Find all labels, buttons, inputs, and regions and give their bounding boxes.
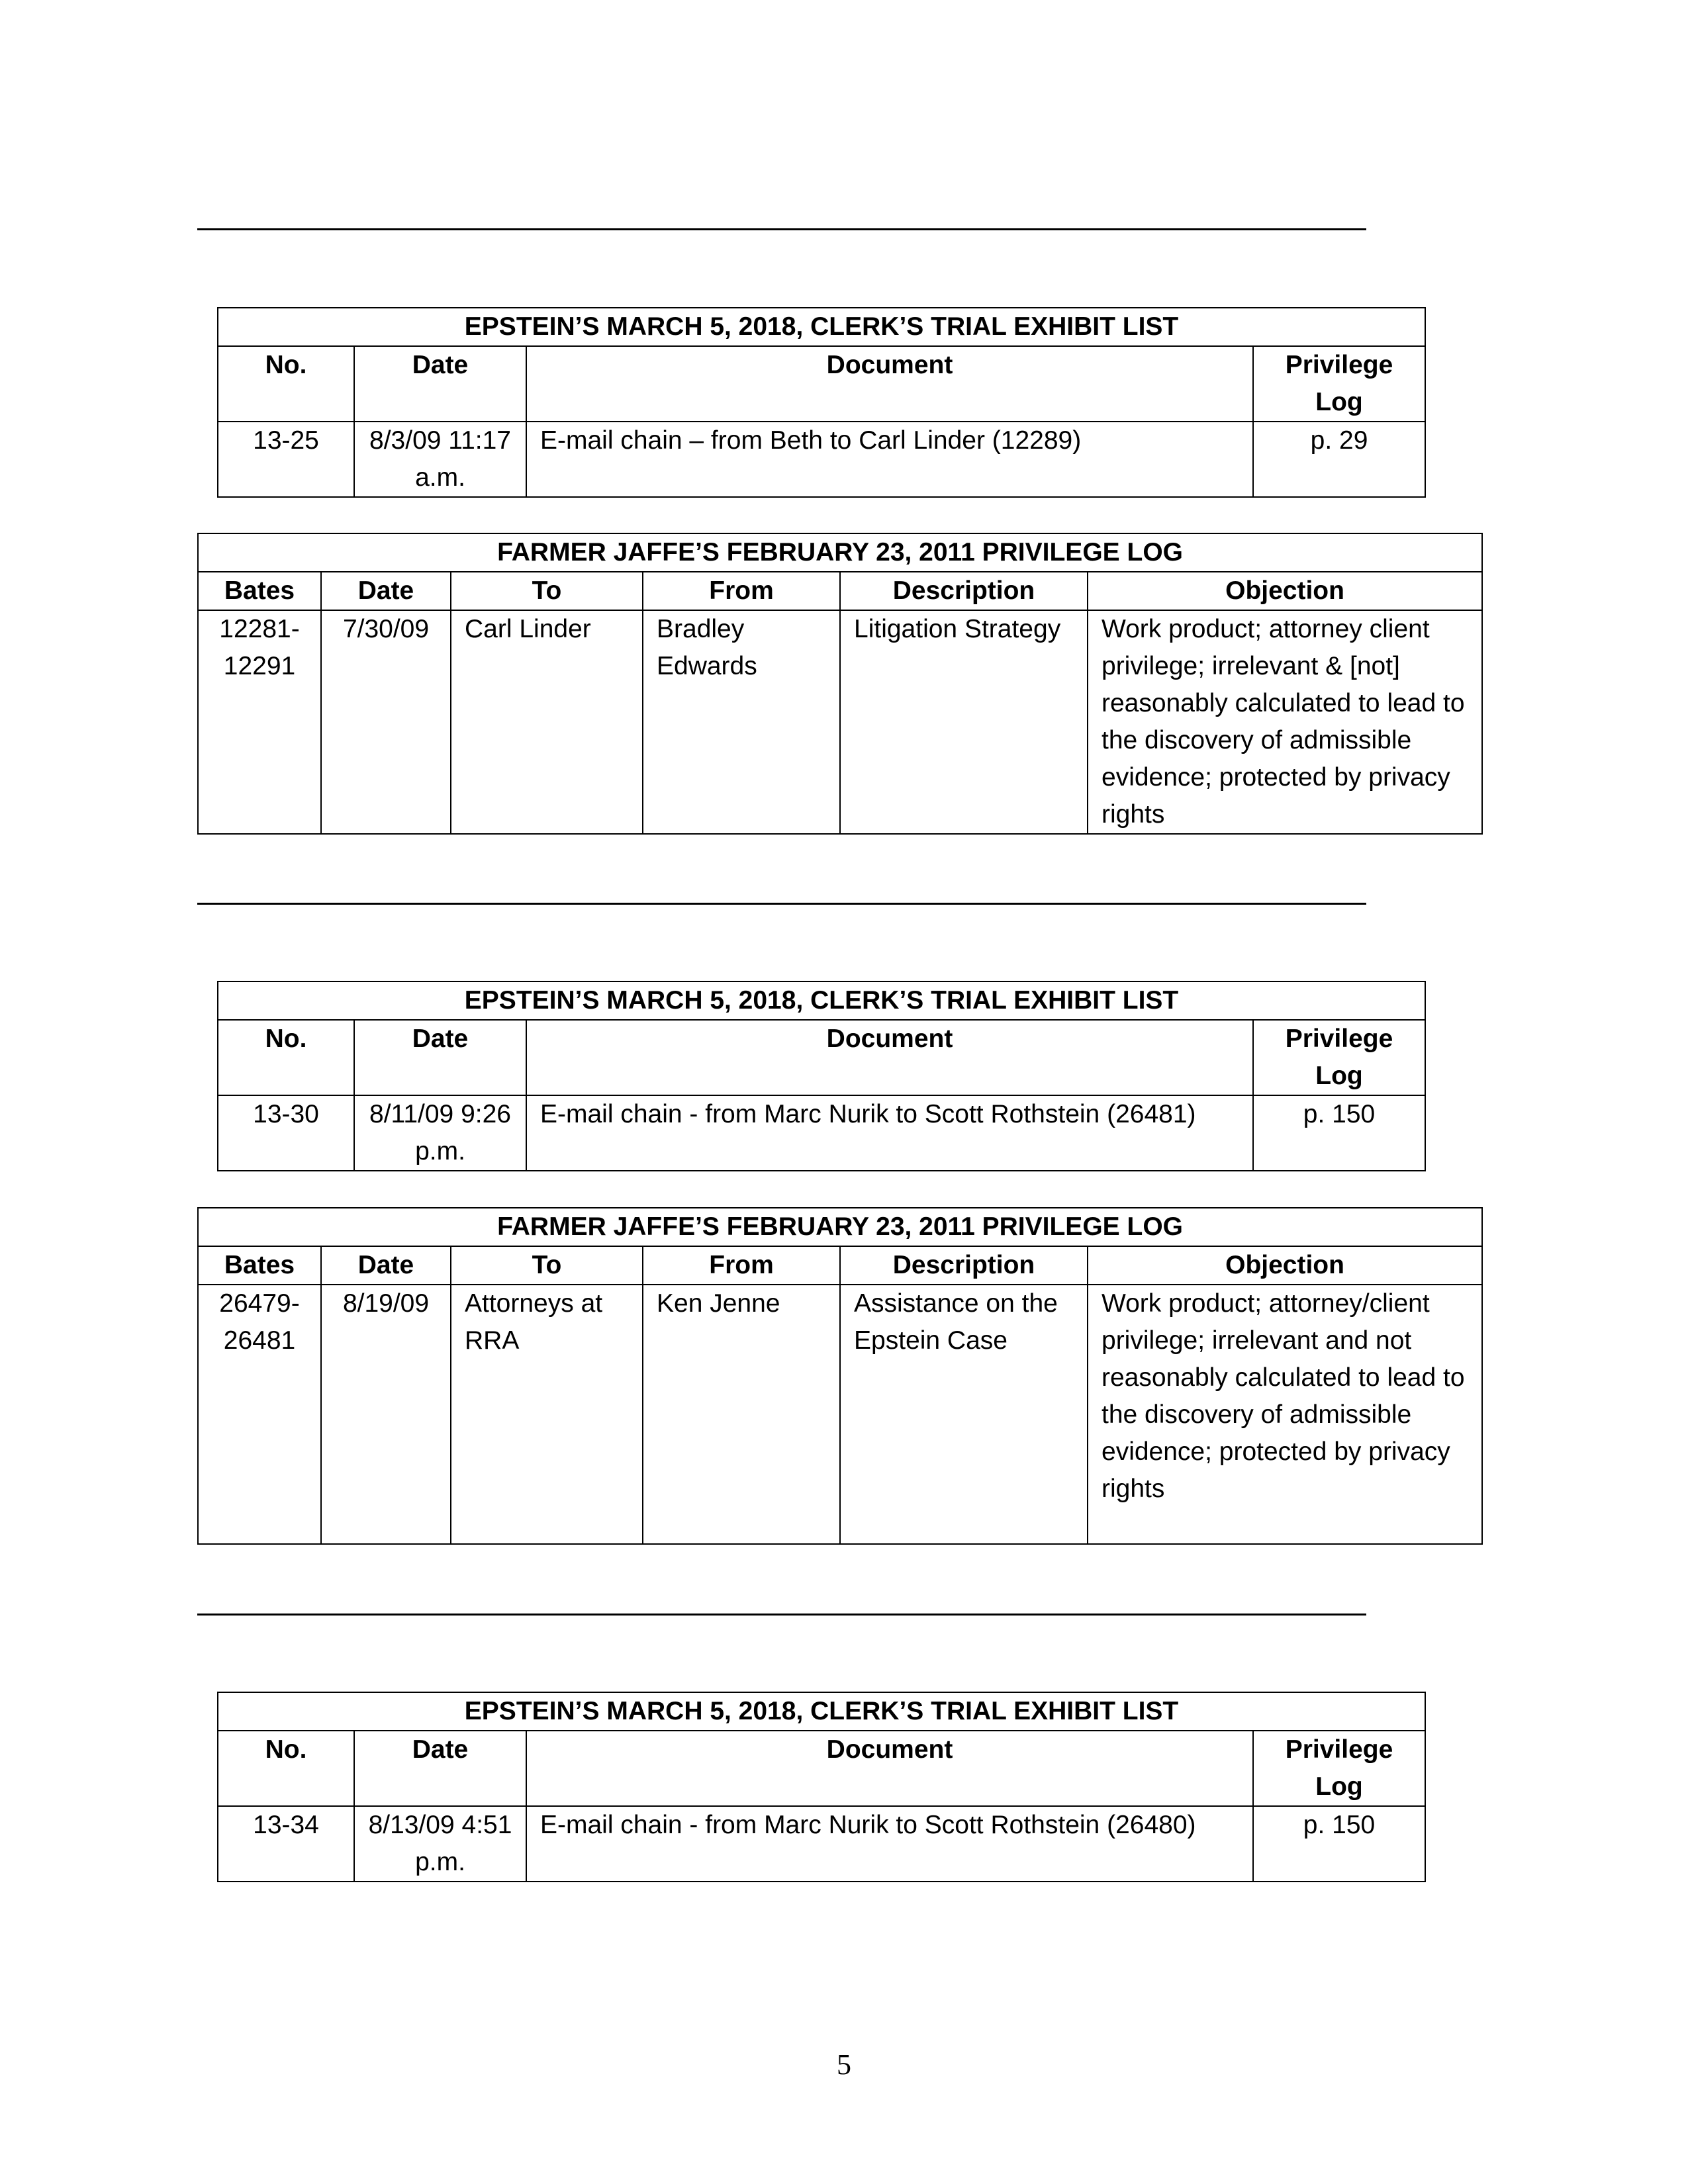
page-number: 5 [837, 2048, 851, 2081]
section-divider [197, 228, 1366, 230]
exhibit-no: 13-25 [218, 422, 354, 497]
col-header-document: Document [526, 1020, 1253, 1095]
table-row [198, 610, 1482, 834]
log-description: Assistance on the Epstein Case [840, 1285, 1088, 1544]
log-from: Bradley Edwards [643, 610, 840, 834]
col-header-no: No. [218, 1731, 354, 1806]
log-date: 7/30/09 [321, 610, 451, 834]
col-header-date: Date [354, 1731, 526, 1806]
log-date: 8/19/09 [321, 1285, 451, 1544]
col-header-description: Description [840, 1246, 1088, 1285]
privilege-log-table [197, 1207, 1483, 1545]
col-header-date: Date [354, 346, 526, 422]
col-header-date: Date [354, 1020, 526, 1095]
exhibit-privilege-log: p. 150 [1253, 1806, 1425, 1882]
table-row [198, 1285, 1482, 1544]
col-header-bates: Bates [198, 572, 321, 610]
log-from: Ken Jenne [643, 1285, 840, 1544]
col-header-privilege-log: Privilege Log [1253, 1731, 1425, 1806]
col-header-document: Document [526, 346, 1253, 422]
col-header-objection: Objection [1088, 1246, 1482, 1285]
log-bates: 12281-12291 [198, 610, 321, 834]
exhibit-privilege-log: p. 150 [1253, 1095, 1425, 1171]
privilege-log-title: FARMER JAFFE’S FEBRUARY 23, 2011 PRIVILEGE LOG [198, 1208, 1482, 1246]
col-header-description: Description [840, 572, 1088, 610]
exhibit-list-table [217, 307, 1426, 498]
col-header-from: From [643, 572, 840, 610]
exhibit-document: E-mail chain - from Marc Nurik to Scott Rothstein (26480) [526, 1806, 1253, 1882]
table-row [218, 1806, 1425, 1882]
log-objection: Work product; attorney client privilege; irrelevant & [not] reasonably calculated to lead to the discovery of admissible evidence; protected by privacy rights [1088, 610, 1482, 834]
log-to: Carl Linder [451, 610, 643, 834]
section-divider [197, 903, 1366, 905]
col-header-date: Date [321, 572, 451, 610]
exhibit-no: 13-34 [218, 1806, 354, 1882]
col-header-date: Date [321, 1246, 451, 1285]
privilege-log-title: FARMER JAFFE’S FEBRUARY 23, 2011 PRIVILEGE LOG [198, 533, 1482, 572]
col-header-from: From [643, 1246, 840, 1285]
exhibit-date: 8/11/09 9:26 p.m. [354, 1095, 526, 1171]
log-to: Attorneys at RRA [451, 1285, 643, 1544]
col-header-bates: Bates [198, 1246, 321, 1285]
col-header-to: To [451, 1246, 643, 1285]
exhibit-document: E-mail chain - from Marc Nurik to Scott Rothstein (26481) [526, 1095, 1253, 1171]
col-header-document: Document [526, 1731, 1253, 1806]
col-header-objection: Objection [1088, 572, 1482, 610]
section-divider [197, 1614, 1366, 1615]
col-header-privilege-log: Privilege Log [1253, 346, 1425, 422]
log-description: Litigation Strategy [840, 610, 1088, 834]
table-row [218, 1095, 1425, 1171]
log-objection: Work product; attorney/client privilege; irrelevant and not reasonably calculated to lead to the discovery of admissible evidence; protected by privacy rights [1088, 1285, 1482, 1544]
exhibit-list-table [217, 1692, 1426, 1882]
exhibit-privilege-log: p. 29 [1253, 422, 1425, 497]
exhibit-list-table [217, 981, 1426, 1171]
table-row [218, 422, 1425, 497]
exhibit-list-title: EPSTEIN’S MARCH 5, 2018, CLERK’S TRIAL EXHIBIT LIST [218, 308, 1425, 346]
exhibit-date: 8/13/09 4:51 p.m. [354, 1806, 526, 1882]
log-bates: 26479-26481 [198, 1285, 321, 1544]
col-header-no: No. [218, 346, 354, 422]
exhibit-date: 8/3/09 11:17 a.m. [354, 422, 526, 497]
exhibit-document: E-mail chain – from Beth to Carl Linder (12289) [526, 422, 1253, 497]
col-header-no: No. [218, 1020, 354, 1095]
exhibit-list-title: EPSTEIN’S MARCH 5, 2018, CLERK’S TRIAL EXHIBIT LIST [218, 981, 1425, 1020]
col-header-to: To [451, 572, 643, 610]
col-header-privilege-log: Privilege Log [1253, 1020, 1425, 1095]
privilege-log-table [197, 533, 1483, 835]
exhibit-list-title: EPSTEIN’S MARCH 5, 2018, CLERK’S TRIAL EXHIBIT LIST [218, 1692, 1425, 1731]
exhibit-no: 13-30 [218, 1095, 354, 1171]
